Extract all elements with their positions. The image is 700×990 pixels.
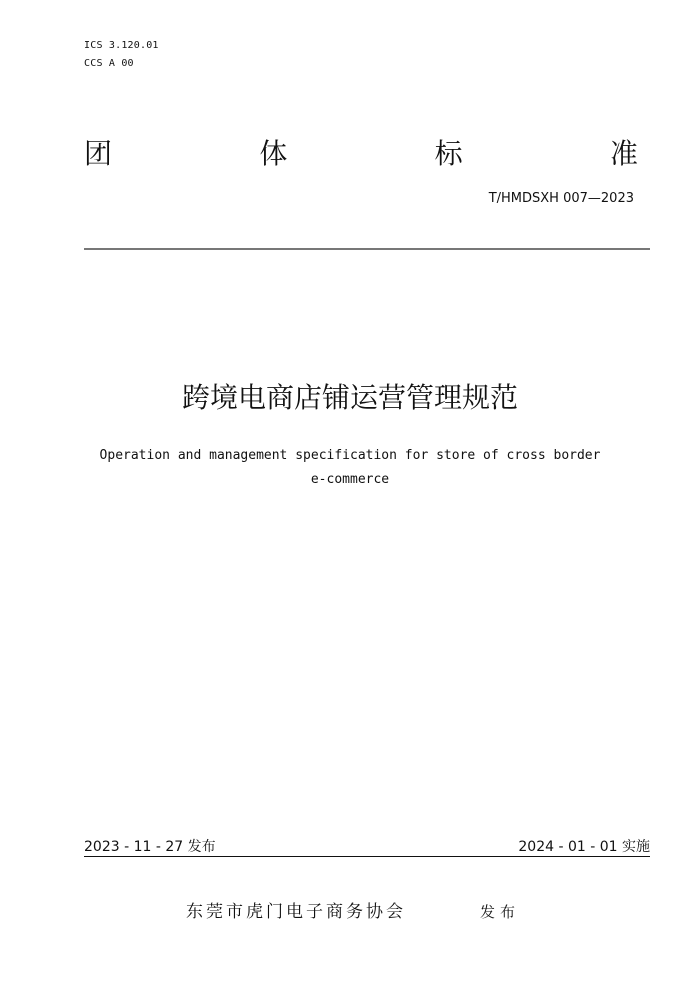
standard-type-char: 体 (259, 137, 288, 170)
ics-code: ICS 3.120.01 (84, 40, 159, 51)
standard-type-char: 准 (609, 137, 638, 170)
english-title-line-1: Operation and management specification for store of cross border (99, 448, 601, 463)
english-title (80, 444, 620, 492)
standard-type-char: 标 (434, 137, 463, 170)
bottom-divider (84, 856, 650, 857)
publish-date: 2023 - 11 - 27 发布 (84, 839, 216, 855)
top-divider (84, 248, 650, 250)
implementation-date: 2024 - 01 - 01 实施 (518, 839, 650, 855)
standard-type-char: 团 (84, 137, 113, 170)
classification-codes (84, 37, 159, 73)
standard-number: T/HMDSXH 007—2023 (488, 191, 634, 206)
issuing-action: 发布 (480, 903, 521, 921)
english-title-line-2: e-commerce (310, 472, 390, 487)
chinese-title: 跨境电商店铺运营管理规范 (181, 381, 518, 414)
standard-type-heading (84, 134, 638, 174)
issuing-organization: 东莞市虎门电子商务协会 (186, 902, 406, 922)
ccs-code: CCS A 00 (84, 58, 134, 69)
